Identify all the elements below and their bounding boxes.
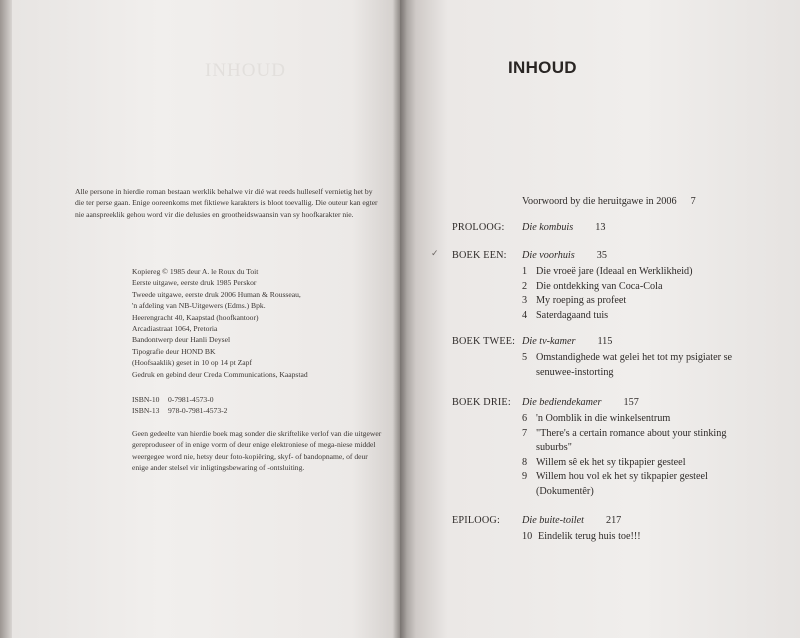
chapter-number: 10 [522, 531, 533, 542]
chapter-entry [522, 351, 740, 380]
section-heading [452, 250, 782, 265]
chapter-entry [522, 265, 782, 280]
toc-section-book-three [452, 397, 782, 500]
chapter-entry [522, 280, 782, 295]
chapter-title: Eindelik terug huis toe!!! [538, 531, 641, 542]
foreword-title: Voorwoord by die heruitgawe in 2006 [522, 196, 677, 207]
rights-paragraph: Geen gedeelte van hierdie boek mag sonder die skriftelike verlof van die uitgewer gereproduseer of in enige vorm of deur enige elektroniese of mega-niese middel weergegee word nie, hetsy deur foto-kopiëring, skyf- of bandopname, of deur enige ander stelsel vir inligtingsbewaring of -ontsluiting. [132, 429, 382, 473]
imprint-block [132, 266, 382, 380]
section-page: 13 [595, 222, 606, 233]
isbn-row [132, 405, 227, 416]
section-label: BOEK DRIE: [452, 397, 511, 408]
chapter-title: Die ontdekking van Coca-Cola [536, 280, 663, 292]
section-title: Die bediendekamer [522, 397, 602, 408]
chapter-number: 5 [522, 352, 528, 363]
section-title: Die tv-kamer [522, 336, 576, 347]
chapter-title: Willem sê ek het sy tikpapier gesteel [536, 456, 686, 468]
imprint-line: (Hoofsaaklik) geset in 10 op 14 pt Zapf [132, 358, 252, 368]
chapter-number: 4 [522, 309, 528, 321]
foreword-page: 7 [690, 196, 696, 207]
toc-section-prologue [452, 222, 782, 237]
chapter-number: 9 [522, 471, 528, 483]
imprint-line: Gedruk en gebind deur Creda Communications, Kaapstad [132, 369, 308, 379]
chapter-number: 1 [522, 266, 528, 277]
section-page: 157 [623, 397, 639, 408]
section-label: BOEK TWEE: [452, 336, 516, 347]
section-page: 35 [596, 250, 607, 261]
pencil-mark-icon: ✓ [431, 248, 439, 258]
imprint-line: 'n afdeling van NB-Uitgewers (Edms.) Bpk. [132, 301, 266, 311]
toc-section-book-one [452, 250, 782, 323]
isbn-label: ISBN-10 [132, 395, 160, 404]
section-heading [452, 336, 782, 351]
chapter-title: Saterdagaand tuis [536, 309, 609, 321]
toc-section-epilogue [452, 515, 782, 545]
chapter-entry [522, 427, 734, 456]
isbn-block [132, 394, 227, 417]
imprint-line: Heerengracht 40, Kaapstad (hoofkantoor) [132, 312, 259, 322]
imprint-line: Eerste uitgawe, eerste druk 1985 Perskor [132, 278, 257, 288]
chapter-entry [522, 530, 782, 545]
chapter-entry [522, 412, 762, 427]
section-page: 115 [597, 336, 613, 347]
chapter-title: My roeping as profeet [536, 295, 627, 307]
section-title: Die buite-toilet [522, 515, 584, 526]
page-edge [0, 0, 12, 638]
chapter-entry [522, 294, 782, 309]
chapter-entry [522, 470, 737, 499]
page-title: INHOUD [508, 58, 577, 77]
section-heading [452, 222, 782, 237]
section-label: EPILOOG: [452, 515, 501, 526]
imprint-line: Bandontwerp deur Hanli Deysel [132, 335, 231, 345]
disclaimer-paragraph: Alle persone in hierdie roman bestaan werklik behalwe vir dié wat reeds hulleself vernietig het by die ter perse gaan. Enige ooreenkoms met fiktiewe karakters is bloot toevallig. Die outeur kan egter nie aanspreeklik gehou word vir die delusies en grootheidswaansin van sy hoofkarakter nie. [75, 187, 378, 219]
section-title: Die kombuis [522, 222, 574, 233]
chapter-entry [522, 309, 782, 324]
imprint-line: Kopiereg © 1985 deur A. le Roux du Toit [132, 267, 259, 276]
toc-section-book-two [452, 336, 782, 380]
chapter-title: 'n Oomblik in die winkelsentrum [536, 413, 671, 424]
isbn-value: 0-7981-4573-0 [168, 395, 214, 404]
chapter-title: "There's a certain romance about your stinking suburbs" [536, 427, 727, 454]
chapter-number: 6 [522, 413, 528, 424]
isbn-row [132, 394, 227, 405]
toc-foreword [522, 196, 696, 207]
chapter-number: 7 [522, 427, 528, 439]
chapter-title: Omstandighede wat gelei het tot my psigiater se senuwee-instorting [536, 352, 733, 378]
chapter-entry [522, 456, 762, 471]
chapter-title: Willem hou vol ek het sy tikpapier gesteel (Dokumentêr) [536, 471, 708, 497]
isbn-value: 978-0-7981-4573-2 [168, 406, 228, 416]
chapter-number: 2 [522, 280, 528, 292]
section-label: BOEK EEN: [452, 250, 507, 261]
bleed-through-text: INHOUD [205, 60, 286, 81]
section-heading [452, 515, 782, 530]
chapter-number: 3 [522, 295, 528, 307]
book-spine [393, 0, 407, 638]
imprint-line: Tipografie deur HOND BK [132, 346, 216, 356]
chapter-title: Die vroeë jare (Ideaal en Werklikheid) [536, 266, 693, 277]
section-page: 217 [605, 515, 622, 526]
section-title: Die voorhuis [522, 250, 575, 261]
section-label: PROLOOG: [452, 222, 505, 233]
imprint-line: Arcadiastraat 1064, Pretoria [132, 324, 218, 334]
imprint-line: Tweede uitgawe, eerste druk 2006 Human & Rousseau, [132, 289, 301, 299]
isbn-label: ISBN-13 [132, 406, 160, 416]
section-heading [452, 397, 782, 412]
chapter-number: 8 [522, 456, 528, 468]
